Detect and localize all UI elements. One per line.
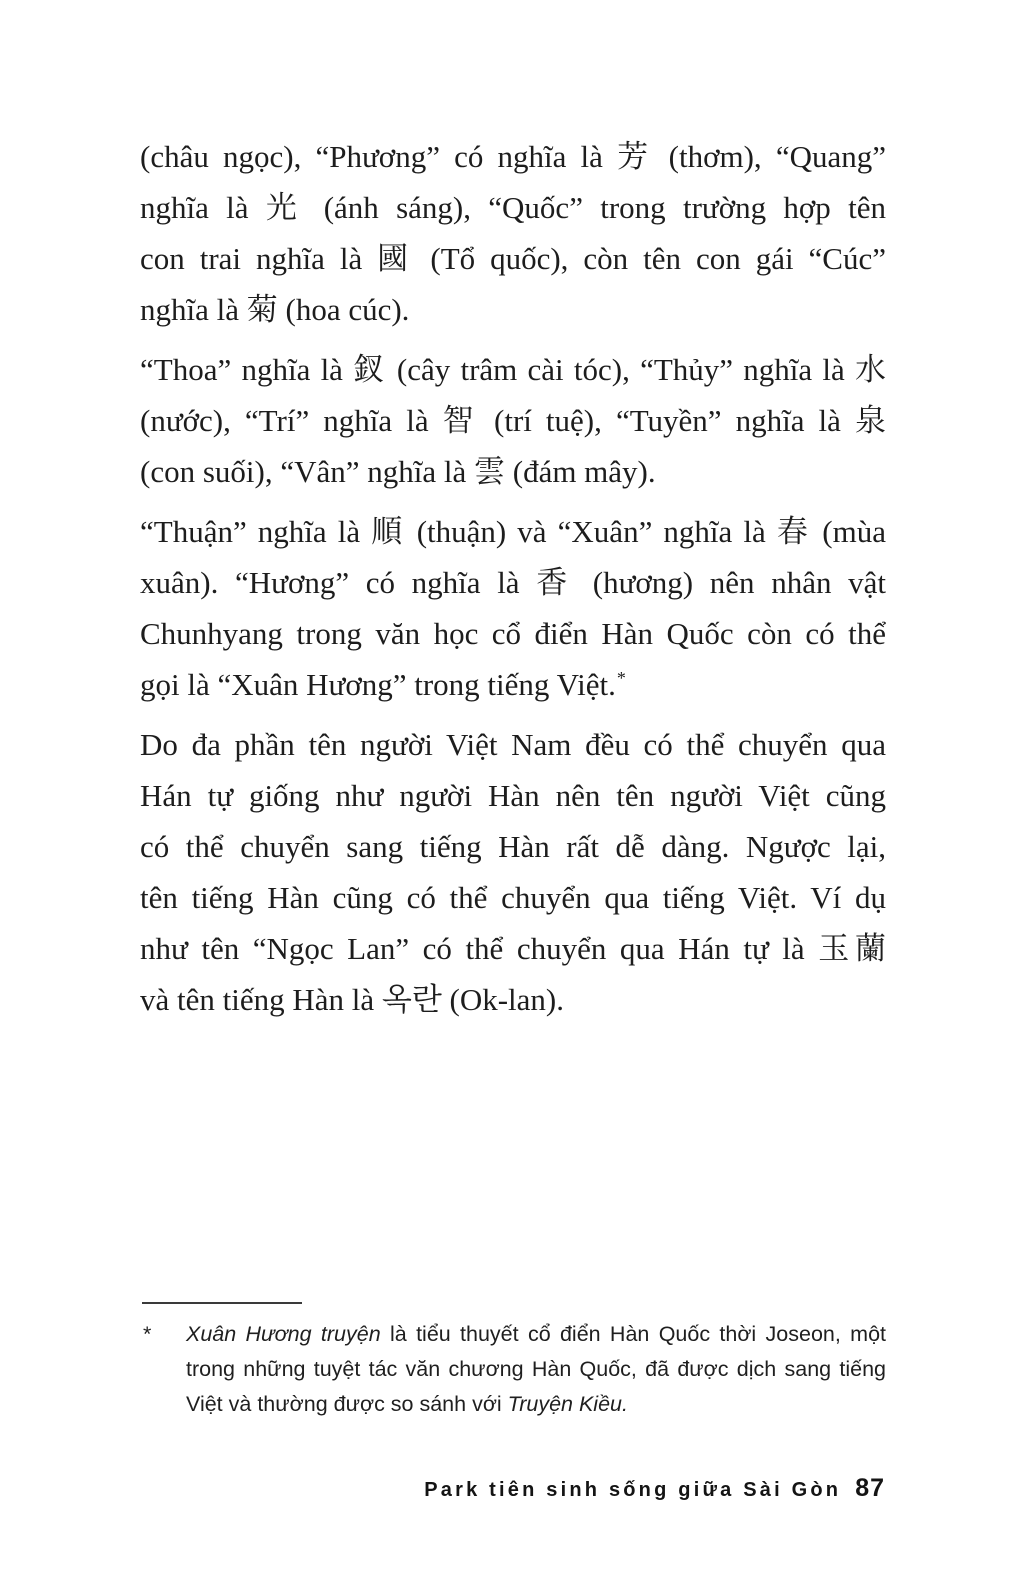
- paragraph-3: [140, 506, 886, 710]
- paragraph-4: [140, 719, 886, 1025]
- footnote-reference-marker: *: [616, 667, 626, 688]
- page-footer: [140, 1474, 885, 1503]
- footnote-line: trong những tuyệt tác văn chương Hàn Quốc, đã được dịch sang tiếng: [186, 1357, 886, 1381]
- text-line: Do đa phần tên người Việt Nam đều có thể chuyển qua: [140, 727, 886, 762]
- text-line: [140, 659, 886, 710]
- text-line: (con suối), “Vân” nghĩa là 雲 (đám mây).: [140, 454, 656, 489]
- footnote-text: [186, 1317, 886, 1422]
- footnote-work-title: Truyện Kiều.: [507, 1392, 628, 1416]
- footnote-work-title: Xuân Hương truyện: [186, 1322, 381, 1346]
- paragraph-1: [140, 131, 886, 335]
- footnote-body: [140, 1317, 886, 1422]
- text-line: tên tiếng Hàn cũng có thể chuyển qua tiếng Việt. Ví dụ: [140, 880, 886, 915]
- text-line: nghĩa là 光 (ánh sáng), “Quốc” trong trường hợp tên: [140, 190, 886, 225]
- footnote-line-text: Việt và thường được so sánh với: [186, 1392, 508, 1416]
- footnote-line-text: là tiểu thuyết cổ điển Hàn Quốc thời Joseon, một: [380, 1322, 886, 1346]
- page-number: 87: [855, 1474, 885, 1502]
- paragraph-2: [140, 344, 886, 497]
- line-text: gọi là “Xuân Hương” trong tiếng Việt.: [140, 667, 616, 702]
- text-line: xuân). “Hương” có nghĩa là 香 (hương) nên nhân vật: [140, 565, 886, 600]
- footnote-section: [140, 1302, 886, 1422]
- text-line: như tên “Ngọc Lan” có thể chuyển qua Hán tự là 玉蘭: [140, 931, 886, 966]
- text-line: “Thuận” nghĩa là 順 (thuận) và “Xuân” nghĩa là 春 (mùa: [140, 514, 886, 549]
- text-line: (nước), “Trí” nghĩa là 智 (trí tuệ), “Tuyền” nghĩa là 泉: [140, 403, 886, 438]
- footnote-marker: *: [143, 1322, 152, 1346]
- text-line: Chunhyang trong văn học cổ điển Hàn Quốc còn có thể: [140, 616, 886, 651]
- footnote-line: [186, 1317, 886, 1352]
- running-title: Park tiên sinh sống giữa Sài Gòn: [424, 1479, 842, 1501]
- text-line: nghĩa là 菊 (hoa cúc).: [140, 292, 410, 327]
- text-line: và tên tiếng Hàn là 옥란 (Ok-lan).: [140, 982, 565, 1017]
- text-line: có thể chuyển sang tiếng Hàn rất dễ dàng. Ngược lại,: [140, 829, 886, 864]
- text-line: con trai nghĩa là 國 (Tổ quốc), còn tên con gái “Cúc”: [140, 241, 886, 276]
- footnote-divider: [142, 1302, 302, 1304]
- text-line: “Thoa” nghĩa là 釵 (cây trâm cài tóc), “Thủy” nghĩa là 水: [140, 352, 886, 387]
- footnote-line: [186, 1387, 886, 1422]
- text-line: Hán tự giống như người Hàn nên tên người Việt cũng: [140, 778, 886, 813]
- main-text-block: [140, 131, 886, 1034]
- text-line: (châu ngọc), “Phương” có nghĩa là 芳 (thơm), “Quang”: [140, 139, 886, 174]
